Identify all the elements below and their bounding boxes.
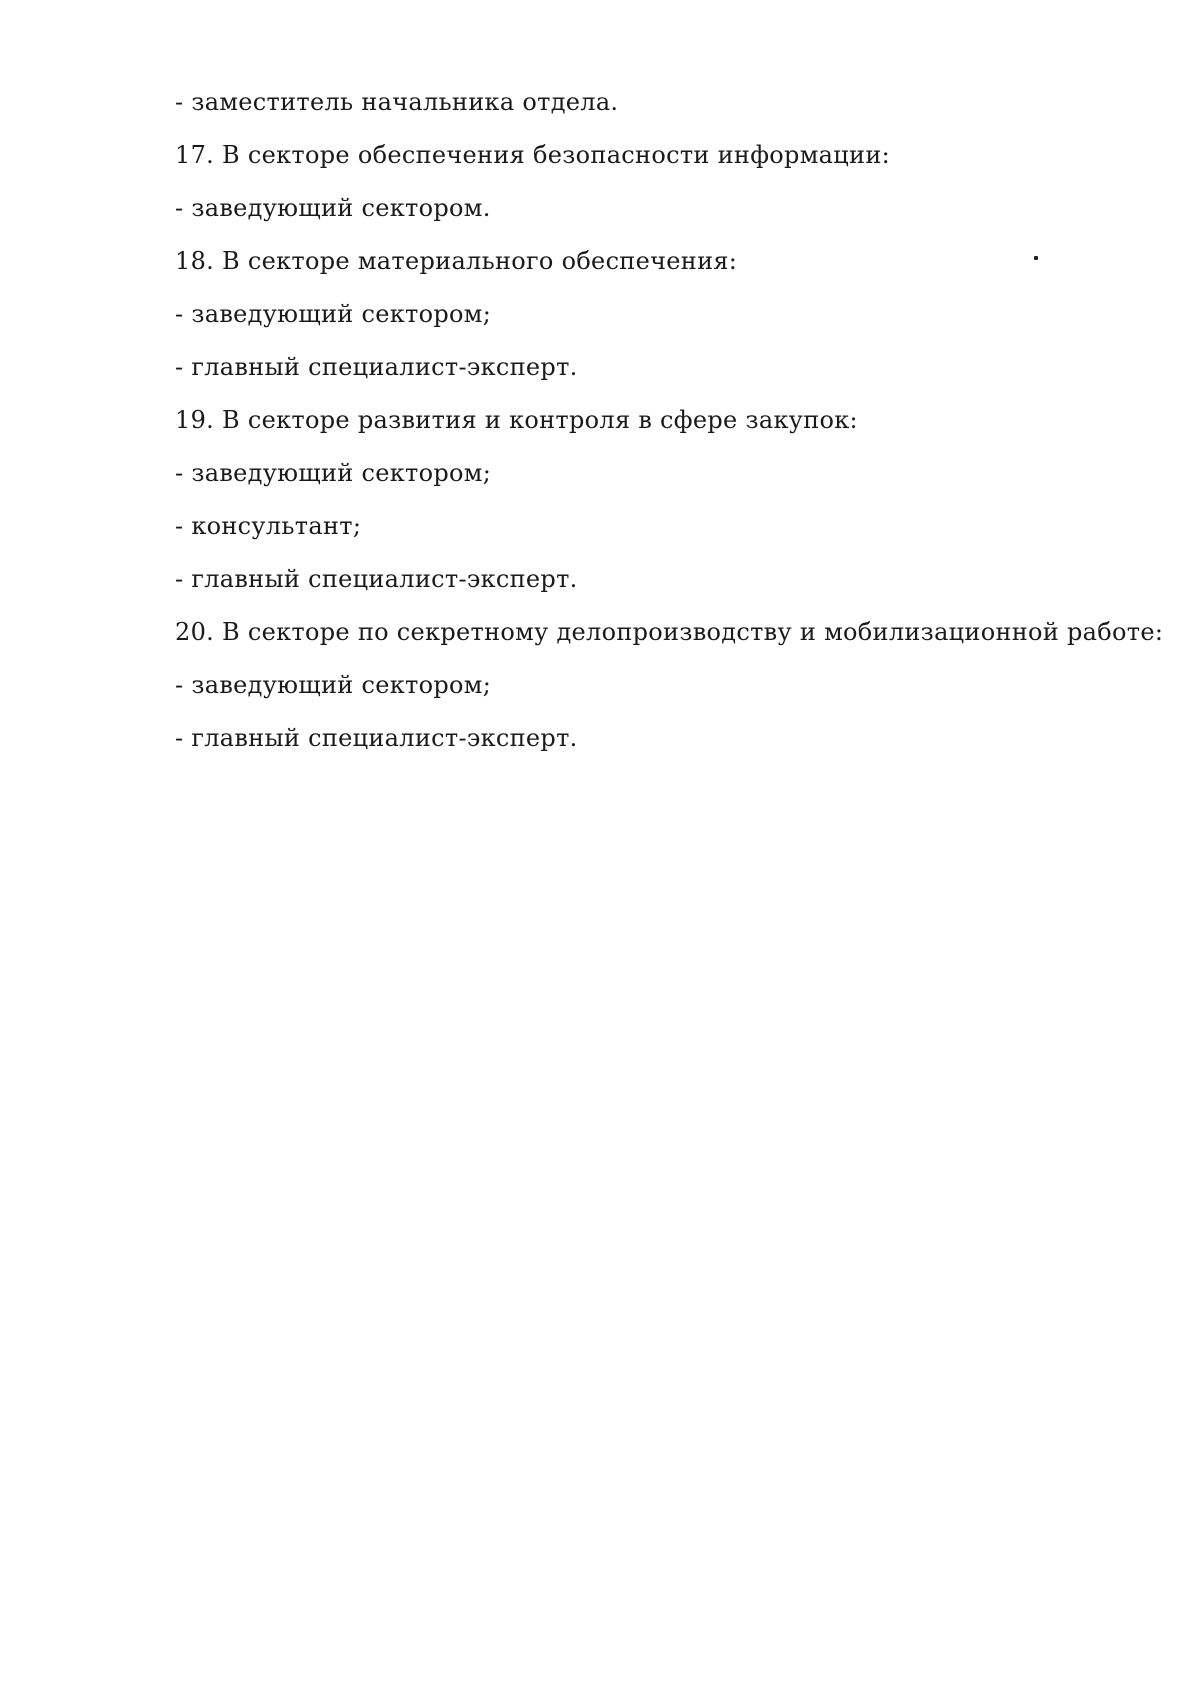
list-item: - заместитель начальника отдела. — [175, 88, 619, 116]
section-heading: 20. В секторе по секретному делопроизводству и мобилизационной работе: — [175, 618, 1164, 646]
list-item: - заведующий сектором; — [175, 300, 492, 328]
list-item: - заведующий сектором. — [175, 194, 491, 222]
list-item: - консультант; — [175, 512, 362, 540]
list-item: - заведующий сектором; — [175, 459, 492, 487]
list-item: - заведующий сектором; — [175, 671, 492, 699]
section-heading: 19. В секторе развития и контроля в сфере закупок: — [175, 406, 858, 434]
list-item: - главный специалист-эксперт. — [175, 353, 578, 381]
list-item: - главный специалист-эксперт. — [175, 724, 578, 752]
document-body — [175, 82, 1175, 771]
scan-speck — [1034, 256, 1038, 260]
list-item: - главный специалист-эксперт. — [175, 565, 578, 593]
section-heading: 17. В секторе обеспечения безопасности информации: — [175, 141, 891, 169]
section-heading: 18. В секторе материального обеспечения: — [175, 247, 738, 275]
